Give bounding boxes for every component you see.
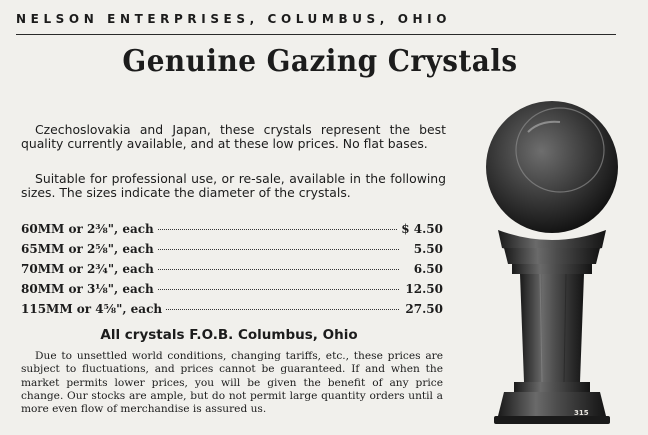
pedestal-column-shape bbox=[520, 274, 584, 382]
intro-paragraph-2: Suitable for professional use, or re-sale, available in the following sizes. The sizes indicate the diameter of the crystals. bbox=[21, 171, 446, 201]
leader-dots bbox=[158, 269, 399, 270]
price-row bbox=[21, 282, 443, 302]
price-amount: 6.50 bbox=[413, 262, 443, 276]
image-stamp: 315 bbox=[574, 409, 589, 417]
price-size: 80MM or 3⅛", each bbox=[21, 282, 154, 296]
price-amount: $ 4.50 bbox=[401, 222, 443, 236]
header-divider bbox=[16, 34, 616, 35]
price-size: 60MM or 2⅜", each bbox=[21, 222, 154, 236]
fob-note: All crystals F.O.B. Columbus, Ohio bbox=[100, 327, 358, 343]
price-row bbox=[21, 302, 443, 322]
leader-dots bbox=[158, 229, 397, 230]
price-row bbox=[21, 222, 443, 242]
price-row bbox=[21, 262, 443, 282]
company-header: NELSON ENTERPRISES, COLUMBUS, OHIO bbox=[16, 12, 452, 26]
leader-dots bbox=[158, 249, 399, 250]
pedestal-base-shape bbox=[498, 392, 606, 416]
leader-dots bbox=[166, 309, 399, 310]
price-disclaimer: Due to unsettled world conditions, changing tariffs, etc., these prices are subject to fluctuations, and prices cannot be guaranteed. If and when the market permits lower prices, you will be given the benefit of any price change. Our stocks are ample, but do not permit large quantity orders until a more even flow of merchandise is assured us. bbox=[21, 350, 443, 416]
price-size: 115MM or 4⅝", each bbox=[21, 302, 163, 316]
price-row bbox=[21, 242, 443, 262]
price-size: 70MM or 2¾", each bbox=[21, 262, 154, 276]
price-amount: 12.50 bbox=[405, 282, 443, 296]
price-amount: 27.50 bbox=[405, 302, 443, 316]
price-list bbox=[21, 222, 443, 322]
intro-paragraph-1: Czechoslovakia and Japan, these crystals represent the best quality currently available, and at these low prices. No flat bases. bbox=[21, 122, 446, 152]
price-amount: 5.50 bbox=[413, 242, 443, 256]
leader-dots bbox=[158, 289, 399, 290]
gazing-crystal-on-pedestal-illustration bbox=[468, 92, 638, 427]
price-size: 65MM or 2⅝", each bbox=[21, 242, 154, 256]
page-title: Genuine Gazing Crystals bbox=[122, 44, 518, 79]
